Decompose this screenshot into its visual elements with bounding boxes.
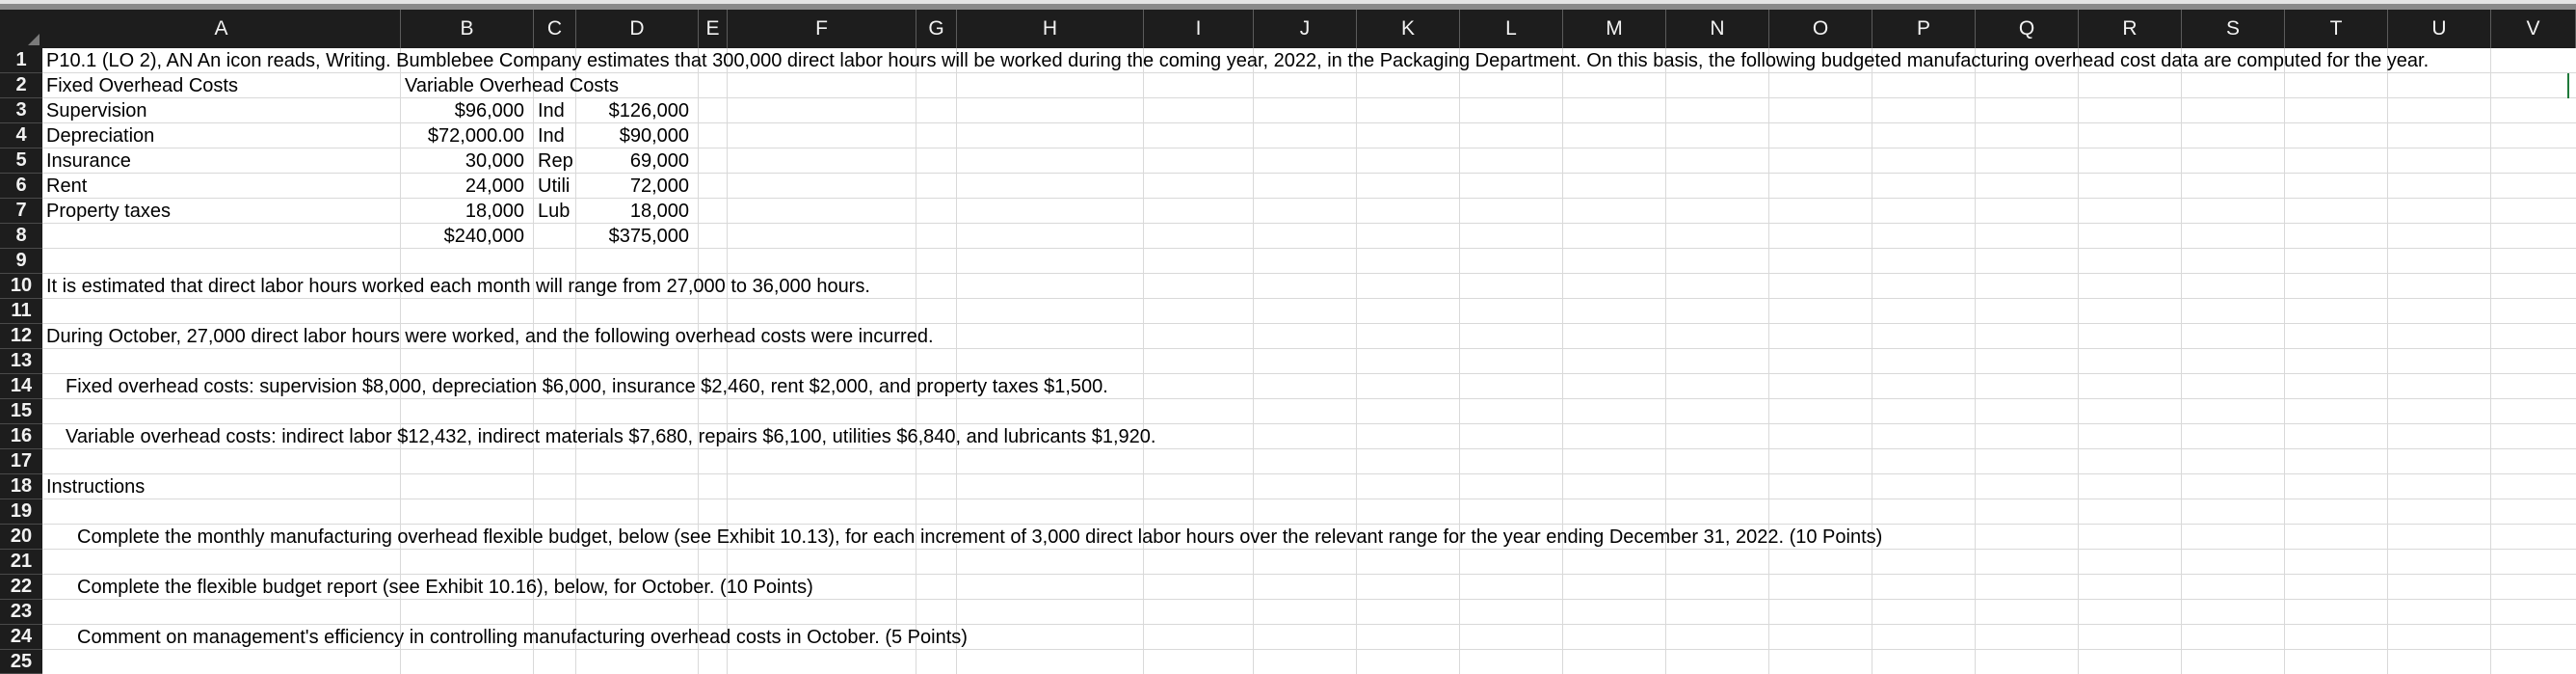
row-header-9[interactable]: 9	[0, 249, 42, 274]
row-header-17[interactable]: 17	[0, 449, 42, 474]
cell-A7[interactable]: Property taxes	[46, 201, 171, 222]
cell-B7[interactable]: 18,000	[465, 201, 524, 222]
row-header-13[interactable]: 13	[0, 349, 42, 374]
row-header-4[interactable]: 4	[0, 123, 42, 148]
grid-hline	[42, 473, 2576, 474]
row-header-6[interactable]: 6	[0, 174, 42, 199]
row-header-3[interactable]: 3	[0, 98, 42, 123]
cell-A20[interactable]: Complete the monthly manufacturing overhead flexible budget, below (see Exhibit 10.13), for each increment of 3,000 direct labor hours over the relevant range for the year ending December 31, 2022. (10 Points)	[77, 526, 1883, 548]
column-header-e[interactable]: E	[699, 10, 728, 48]
row-header-12[interactable]: 12	[0, 324, 42, 349]
column-header-d[interactable]: D	[576, 10, 699, 48]
cell-A16[interactable]: Variable overhead costs: indirect labor $12,432, indirect materials $7,680, repairs $6,100, utilities $6,840, and lubricants $1,920.	[66, 426, 1156, 447]
row-header-7[interactable]: 7	[0, 199, 42, 224]
column-header-a[interactable]: A	[42, 10, 401, 48]
row-header-2[interactable]: 2	[0, 73, 42, 98]
cell-D4[interactable]: $90,000	[619, 125, 689, 147]
cell-B5[interactable]: 30,000	[465, 150, 524, 172]
column-header-o[interactable]: O	[1769, 10, 1872, 48]
row-header-8[interactable]: 8	[0, 224, 42, 249]
row-header-22[interactable]: 22	[0, 575, 42, 600]
cell-A6[interactable]: Rent	[46, 175, 88, 197]
row-header-25[interactable]: 25	[0, 650, 42, 674]
cell-C3[interactable]: Ind	[538, 100, 565, 121]
cell-A18[interactable]: Instructions	[46, 476, 146, 498]
column-header-v[interactable]: V	[2491, 10, 2576, 48]
column-header-u[interactable]: U	[2388, 10, 2491, 48]
row-header-10[interactable]: 10	[0, 274, 42, 299]
row-header-23[interactable]: 23	[0, 600, 42, 625]
cell-A2[interactable]: Fixed Overhead Costs	[46, 75, 238, 96]
row-header-20[interactable]: 20	[0, 525, 42, 550]
cell-A14[interactable]: Fixed overhead costs: supervision $8,000, depreciation $6,000, insurance $2,460, rent $2,000, and property taxes $1,500.	[66, 376, 1108, 397]
row-header-15[interactable]: 15	[0, 399, 42, 424]
cell-C6[interactable]: Utili	[538, 175, 571, 197]
column-header-l[interactable]: L	[1460, 10, 1563, 48]
column-header-t[interactable]: T	[2285, 10, 2388, 48]
cell-A1[interactable]: P10.1 (LO 2), AN An icon reads, Writing. Bumblebee Company estimates that 300,000 direct labor hours will be worked during the coming year, 2022, in the Packaging Department. On this basis, the following budgeted manufacturing overhead cost data are computed for the year.	[46, 50, 2430, 71]
row-header-5[interactable]: 5	[0, 148, 42, 174]
selection-edge	[2567, 73, 2576, 98]
column-header-b[interactable]: B	[401, 10, 534, 48]
cell-A10[interactable]: It is estimated that direct labor hours worked each month will range from 27,000 to 36,000 hours.	[46, 276, 870, 297]
cell-B4[interactable]: $72,000.00	[427, 125, 524, 147]
column-header-g[interactable]: G	[916, 10, 957, 48]
column-header-m[interactable]: M	[1563, 10, 1666, 48]
cell-B2[interactable]: Variable Overhead Costs	[405, 75, 619, 96]
cell-D8[interactable]: $375,000	[608, 226, 689, 247]
cell-D3[interactable]: $126,000	[608, 100, 689, 121]
cell-A24[interactable]: Comment on management's efficiency in controlling manufacturing overhead costs in October. (5 Points)	[77, 627, 968, 648]
column-header-f[interactable]: F	[728, 10, 916, 48]
column-header-h[interactable]: H	[957, 10, 1144, 48]
column-header-k[interactable]: K	[1357, 10, 1460, 48]
row-header-24[interactable]: 24	[0, 625, 42, 650]
select-all-corner[interactable]	[0, 10, 43, 48]
cell-D5[interactable]: 69,000	[629, 150, 689, 172]
row-header-1[interactable]: 1	[0, 48, 42, 73]
cell-B8[interactable]: $240,000	[443, 226, 524, 247]
column-header-j[interactable]: J	[1254, 10, 1357, 48]
cell-A5[interactable]: Insurance	[46, 150, 131, 172]
row-header-14[interactable]: 14	[0, 374, 42, 399]
cell-C5[interactable]: Rep	[538, 150, 573, 172]
cell-D6[interactable]: 72,000	[629, 175, 689, 197]
cell-A12[interactable]: During October, 27,000 direct labor hours were worked, and the following overhead costs were incurred.	[46, 326, 934, 347]
column-header-i[interactable]: I	[1144, 10, 1254, 48]
cell-A4[interactable]: Depreciation	[46, 125, 155, 147]
row-header-16[interactable]: 16	[0, 424, 42, 449]
cell-B3[interactable]: $96,000	[454, 100, 524, 121]
cell-D7[interactable]: 18,000	[629, 201, 689, 222]
column-header-n[interactable]: N	[1666, 10, 1769, 48]
row-header-18[interactable]: 18	[0, 474, 42, 499]
column-header-q[interactable]: Q	[1976, 10, 2079, 48]
cell-C7[interactable]: Lub	[538, 201, 571, 222]
column-header-r[interactable]: R	[2079, 10, 2182, 48]
cell-A22[interactable]: Complete the flexible budget report (see Exhibit 10.16), below, for October. (10 Points)	[77, 577, 813, 598]
row-header-19[interactable]: 19	[0, 499, 42, 525]
row-header-21[interactable]: 21	[0, 550, 42, 575]
column-header-c[interactable]: C	[534, 10, 576, 48]
cell-B6[interactable]: 24,000	[465, 175, 524, 197]
row-header-11[interactable]: 11	[0, 299, 42, 324]
cell-C4[interactable]: Ind	[538, 125, 565, 147]
column-header-p[interactable]: P	[1872, 10, 1976, 48]
cell-A3[interactable]: Supervision	[46, 100, 147, 121]
column-header-s[interactable]: S	[2182, 10, 2285, 48]
